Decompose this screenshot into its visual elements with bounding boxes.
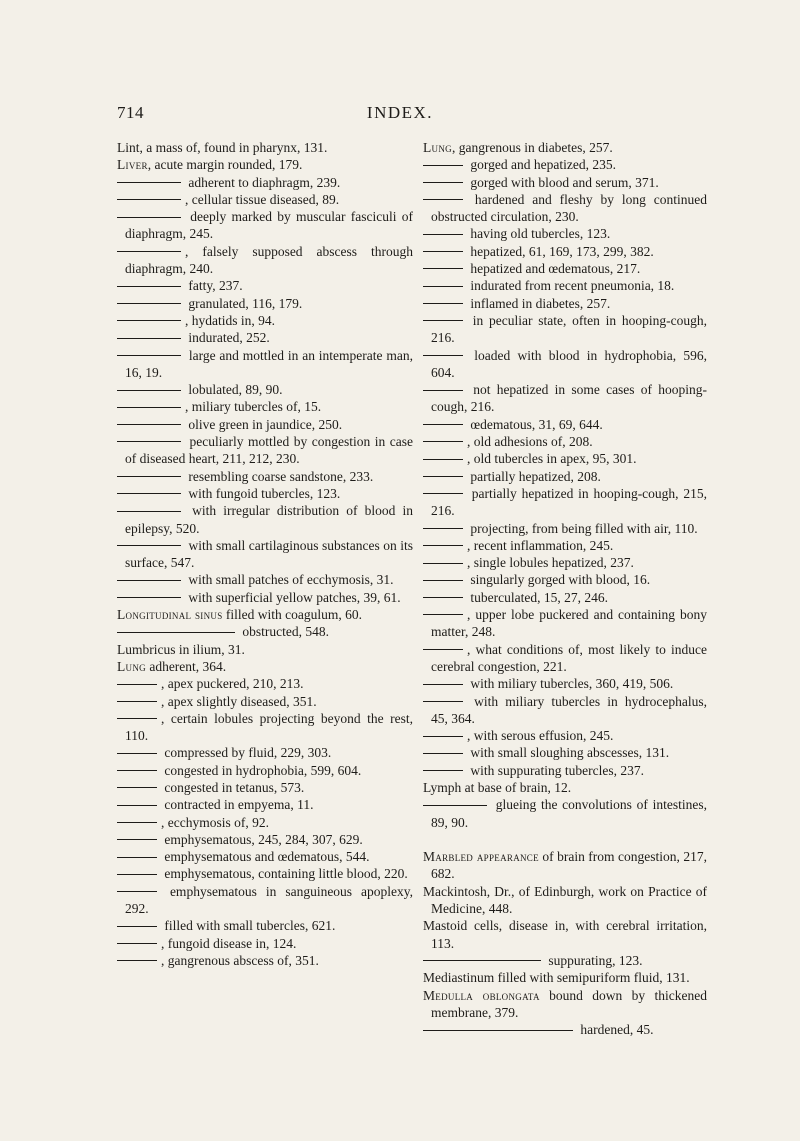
ditto-dash xyxy=(423,528,463,529)
ditto-dash xyxy=(117,684,157,685)
entry-text: with fungoid tubercles, 123. xyxy=(185,485,341,501)
ditto-dash xyxy=(423,476,463,477)
index-entry xyxy=(423,537,707,554)
entry-text: in ilium, 31. xyxy=(175,641,245,657)
index-entry xyxy=(117,139,413,156)
entry-heading: Lymph xyxy=(423,779,462,795)
ditto-dash xyxy=(117,493,181,494)
entry-text: , apex puckered, 210, 213. xyxy=(161,676,304,692)
entry-text: obstructed, 548. xyxy=(239,624,329,640)
entry-text: filled with semipuriform fluid, 131. xyxy=(494,970,690,986)
ditto-dash xyxy=(117,891,157,892)
index-entry xyxy=(117,329,413,346)
index-entry xyxy=(423,243,707,260)
entry-text: with small cartilaginous substances on its surface, 547. xyxy=(125,537,413,571)
ditto-dash xyxy=(117,320,181,321)
index-entry xyxy=(117,589,413,606)
entry-heading: Liver xyxy=(117,157,148,173)
ditto-dash xyxy=(423,390,463,391)
index-entry xyxy=(423,762,707,779)
index-entry xyxy=(423,520,707,537)
ditto-dash xyxy=(117,839,157,840)
ditto-dash xyxy=(423,563,463,564)
index-entry xyxy=(117,433,413,468)
index-entry xyxy=(423,779,707,796)
entry-text: with small sloughing abscesses, 131. xyxy=(467,745,670,761)
entry-text: emphysematous, 245, 284, 307, 629. xyxy=(161,831,363,847)
entry-text: of brain from congestion, 217, 682. xyxy=(431,849,707,882)
index-entry xyxy=(117,243,413,278)
entry-text: , fungoid disease in, 124. xyxy=(161,935,297,951)
index-entry xyxy=(117,502,413,537)
ditto-dash xyxy=(117,476,181,477)
entry-text: gorged and hepatized, 235. xyxy=(467,157,616,173)
ditto-dash xyxy=(423,770,463,771)
ditto-dash xyxy=(117,822,157,823)
entry-text: at base of brain, 12. xyxy=(461,779,572,795)
index-entry xyxy=(423,952,707,969)
ditto-dash xyxy=(117,251,181,252)
ditto-dash xyxy=(117,545,181,546)
ditto-dash xyxy=(117,390,181,391)
entry-text: projecting, from being filled with air, 110. xyxy=(467,520,698,536)
ditto-dash xyxy=(423,545,463,546)
index-entry xyxy=(117,571,413,588)
ditto-dash xyxy=(423,303,463,304)
entry-text: adherent, 364. xyxy=(145,658,227,674)
entry-text: fatty, 237. xyxy=(185,278,243,294)
ditto-dash xyxy=(117,338,181,339)
index-entry xyxy=(423,744,707,761)
index-entry xyxy=(423,156,707,173)
index-entry xyxy=(423,381,707,416)
ditto-dash xyxy=(117,753,157,754)
index-entry xyxy=(423,1021,707,1038)
index-entry xyxy=(117,295,413,312)
entry-text: hardened, 45. xyxy=(577,1022,654,1038)
entry-text: loaded with blood in hydrophobia, 596, 604. xyxy=(431,347,707,380)
entry-heading: Medulla oblongata xyxy=(423,987,540,1003)
entry-heading: Longitudinal sinus xyxy=(117,607,223,623)
entry-text: in peculiar state, often in hooping-cough, 216. xyxy=(431,312,707,346)
ditto-dash xyxy=(117,874,157,875)
index-entry xyxy=(117,277,413,294)
index-entry xyxy=(423,641,707,676)
entry-heading: Lung xyxy=(117,658,146,674)
index-entry xyxy=(117,693,413,710)
ditto-dash xyxy=(423,234,463,235)
entry-text: , falsely supposed abscess through diaphragm, 240. xyxy=(125,243,413,277)
entry-text: hardened and fleshy by long continued obstructed circulation, 230. xyxy=(431,191,707,225)
ditto-dash xyxy=(423,493,463,494)
entry-text: with miliary tubercles, 360, 419, 506. xyxy=(467,676,674,692)
entry-text: hepatized and œdematous, 217. xyxy=(467,261,641,277)
entry-text: with miliary tubercles in hydrocephalus, 45, 364. xyxy=(431,693,707,726)
entry-heading: Lung xyxy=(423,140,452,155)
index-entry xyxy=(423,796,707,831)
entry-text: granulated, 116, 179. xyxy=(185,295,303,311)
entry-heading: Marbled appearance xyxy=(423,849,539,865)
ditto-dash xyxy=(117,770,157,771)
index-entry xyxy=(117,658,413,675)
index-entry xyxy=(423,347,707,382)
entry-heading: Mediastinum xyxy=(423,970,495,986)
entry-text: bound down by thickened membrane, 379. xyxy=(431,987,707,1020)
index-entry xyxy=(117,814,413,831)
index-entry xyxy=(117,156,413,173)
page-number: 714 xyxy=(117,103,144,122)
ditto-dash xyxy=(423,684,463,685)
index-entry xyxy=(117,762,413,779)
ditto-dash xyxy=(117,701,157,702)
index-entry xyxy=(423,571,707,588)
index-entry xyxy=(423,606,707,641)
ditto-dash xyxy=(117,286,181,287)
index-entry xyxy=(117,779,413,796)
entry-text: not hepatized in some cases of hooping-cough, 216. xyxy=(431,382,707,415)
entry-text: , certain lobules projecting beyond the rest, 110. xyxy=(125,710,413,744)
ditto-dash xyxy=(423,614,463,615)
entry-text: with small patches of ecchymosis, 31. xyxy=(185,572,394,588)
index-entry xyxy=(423,883,707,918)
index-entry xyxy=(117,398,413,415)
index-entry xyxy=(117,831,413,848)
index-entry xyxy=(117,935,413,952)
index-entry xyxy=(423,848,707,883)
ditto-dash xyxy=(117,217,181,218)
ditto-dash xyxy=(117,441,181,442)
entry-text: large and mottled in an intemperate man, 16, 19. xyxy=(125,347,413,380)
ditto-dash xyxy=(423,597,463,598)
entry-text: singularly gorged with blood, 16. xyxy=(467,572,651,588)
index-entry xyxy=(423,260,707,277)
index-entry xyxy=(423,468,707,485)
ditto-dash xyxy=(117,407,181,408)
page-header xyxy=(0,103,800,127)
entry-text: , single lobules hepatized, 237. xyxy=(467,555,634,571)
ditto-dash xyxy=(117,943,157,944)
entry-text: indurated from recent pneumonia, 18. xyxy=(467,278,675,294)
ditto-dash xyxy=(423,960,541,961)
index-entry xyxy=(423,693,707,728)
index-entry xyxy=(117,191,413,208)
entry-text: cells, disease in, with cerebral irritation, 113. xyxy=(431,918,707,951)
entry-heading: Lint xyxy=(117,140,140,155)
ditto-dash xyxy=(423,165,463,166)
entry-text: resembling coarse sandstone, 233. xyxy=(185,468,374,484)
ditto-dash xyxy=(423,580,463,581)
entry-text: olive green in jaundice, 250. xyxy=(185,416,343,432)
ditto-dash xyxy=(117,424,181,425)
entry-text: adherent to diaphragm, 239. xyxy=(185,174,341,190)
entry-text: , a mass of, found in pharynx, 131. xyxy=(139,140,328,155)
ditto-dash xyxy=(423,649,463,650)
entry-text: , old adhesions of, 208. xyxy=(467,434,593,450)
ditto-dash xyxy=(423,805,487,806)
ditto-dash xyxy=(423,736,463,737)
index-entry xyxy=(423,295,707,312)
entry-text: , with serous effusion, 245. xyxy=(467,728,614,744)
entry-heading: Mastoid xyxy=(423,918,468,934)
index-entry xyxy=(423,139,707,156)
index-entry xyxy=(117,796,413,813)
entry-text: , gangrenous in diabetes, 257. xyxy=(451,140,613,155)
ditto-dash xyxy=(423,701,463,702)
entry-text: , cellular tissue diseased, 89. xyxy=(185,191,340,207)
entry-text: , apex slightly diseased, 351. xyxy=(161,693,317,709)
entry-text: emphysematous in sanguineous apoplexy, 292. xyxy=(125,883,413,917)
entry-text: partially hepatized, 208. xyxy=(467,468,601,484)
entry-text: , acute margin rounded, 179. xyxy=(147,157,303,173)
entry-text: compressed by fluid, 229, 303. xyxy=(161,745,332,761)
ditto-dash xyxy=(423,182,463,183)
ditto-dash xyxy=(423,251,463,252)
index-entry xyxy=(117,174,413,191)
index-entry xyxy=(423,312,707,347)
index-entry xyxy=(117,641,413,658)
entry-text: inflamed in diabetes, 257. xyxy=(467,295,611,311)
index-entry xyxy=(117,623,413,640)
ditto-dash xyxy=(117,580,181,581)
entry-text: filled with small tubercles, 621. xyxy=(161,918,336,934)
entry-text: , Dr., of Edinburgh, work on Practice of Medicine, 448. xyxy=(431,883,707,917)
index-entry xyxy=(117,865,413,882)
entry-text: contracted in empyema, 11. xyxy=(161,797,314,813)
entry-text: , miliary tubercles of, 15. xyxy=(185,399,322,415)
entry-text: partially hepatized in hooping-cough, 215, 216. xyxy=(431,485,707,519)
entry-heading: Lumbricus xyxy=(117,641,176,657)
index-entry xyxy=(423,589,707,606)
index-entry xyxy=(117,468,413,485)
ditto-dash xyxy=(117,597,181,598)
entry-text: , upper lobe puckered and containing bony matter, 248. xyxy=(431,607,707,640)
index-entry xyxy=(117,416,413,433)
index-entry xyxy=(423,485,707,520)
index-entry xyxy=(117,710,413,745)
entry-text: peculiarly mottled by congestion in case of diseased heart, 211, 212, 230. xyxy=(125,434,413,467)
index-entry xyxy=(117,537,413,572)
index-entry xyxy=(117,917,413,934)
index-entry xyxy=(423,191,707,226)
ditto-dash xyxy=(423,459,463,460)
index-entry xyxy=(423,969,707,986)
ditto-dash xyxy=(117,787,157,788)
index-entry xyxy=(117,606,413,623)
entry-text: hepatized, 61, 169, 173, 299, 382. xyxy=(467,243,654,259)
entry-text: congested in tetanus, 573. xyxy=(161,779,305,795)
ditto-dash xyxy=(117,718,157,719)
entry-text: deeply marked by muscular fasciculi of diaphragm, 245. xyxy=(125,209,413,242)
index-column-left xyxy=(117,139,413,969)
ditto-dash xyxy=(117,857,157,858)
index-entry xyxy=(423,917,707,952)
entry-text: , old tubercles in apex, 95, 301. xyxy=(467,451,637,467)
entry-text: congested in hydrophobia, 599, 604. xyxy=(161,762,362,778)
index-column-right xyxy=(423,139,707,1038)
index-entry xyxy=(423,554,707,571)
ditto-dash xyxy=(423,753,463,754)
entry-text: gorged with blood and serum, 371. xyxy=(467,174,659,190)
index-entry xyxy=(117,883,413,918)
index-entry xyxy=(423,987,707,1022)
ditto-dash xyxy=(117,355,181,356)
index-entry xyxy=(117,675,413,692)
index-entry xyxy=(117,848,413,865)
index-entry xyxy=(117,208,413,243)
ditto-dash xyxy=(423,268,463,269)
ditto-dash xyxy=(117,182,181,183)
entry-text: emphysematous and œdematous, 544. xyxy=(161,849,370,865)
index-entry xyxy=(117,485,413,502)
page-title: INDEX. xyxy=(366,103,434,122)
entry-text: , what conditions of, most likely to induce cerebral congestion, 221. xyxy=(431,641,707,674)
entry-text: with irregular distribution of blood in epilepsy, 520. xyxy=(125,503,413,536)
ditto-dash xyxy=(117,960,157,961)
entry-text: emphysematous, containing little blood, 220. xyxy=(161,866,408,882)
ditto-dash xyxy=(117,805,157,806)
index-entry xyxy=(117,381,413,398)
index-entry xyxy=(423,675,707,692)
ditto-dash xyxy=(423,199,463,200)
entry-text: with suppurating tubercles, 237. xyxy=(467,762,644,778)
entry-text: lobulated, 89, 90. xyxy=(185,382,283,398)
entry-text: having old tubercles, 123. xyxy=(467,226,611,242)
ditto-dash xyxy=(117,511,181,512)
index-entry xyxy=(117,744,413,761)
entry-text: with superficial yellow patches, 39, 61. xyxy=(185,589,401,605)
index-entry xyxy=(423,450,707,467)
ditto-dash xyxy=(117,199,181,200)
ditto-dash xyxy=(423,441,463,442)
ditto-dash xyxy=(117,632,235,633)
index-entry xyxy=(423,225,707,242)
entry-text: suppurating, 123. xyxy=(545,952,643,968)
ditto-dash xyxy=(423,424,463,425)
index-entry xyxy=(117,347,413,382)
entry-text: filled with coagulum, 60. xyxy=(222,607,362,623)
ditto-dash xyxy=(423,355,463,356)
entry-text: œdematous, 31, 69, 644. xyxy=(467,416,603,432)
index-entry xyxy=(423,727,707,744)
entry-text: , recent inflammation, 245. xyxy=(467,537,614,553)
index-entry xyxy=(117,952,413,969)
entry-heading: Mackintosh xyxy=(423,883,487,899)
entry-text: , hydatids in, 94. xyxy=(185,312,275,328)
entry-text: , gangrenous abscess of, 351. xyxy=(161,952,319,968)
ditto-dash xyxy=(423,286,463,287)
ditto-dash xyxy=(117,303,181,304)
index-entry xyxy=(423,277,707,294)
entry-text: tuberculated, 15, 27, 246. xyxy=(467,589,608,605)
entry-text: glueing the convolutions of intestines, 89, 90. xyxy=(431,797,707,830)
ditto-dash xyxy=(423,320,463,321)
index-entry xyxy=(423,416,707,433)
ditto-dash xyxy=(117,926,157,927)
index-entry xyxy=(423,174,707,191)
index-entry xyxy=(423,433,707,450)
entry-text: indurated, 252. xyxy=(185,330,270,346)
ditto-dash xyxy=(423,1030,573,1031)
index-entry xyxy=(117,312,413,329)
entry-text: , ecchymosis of, 92. xyxy=(161,814,269,830)
